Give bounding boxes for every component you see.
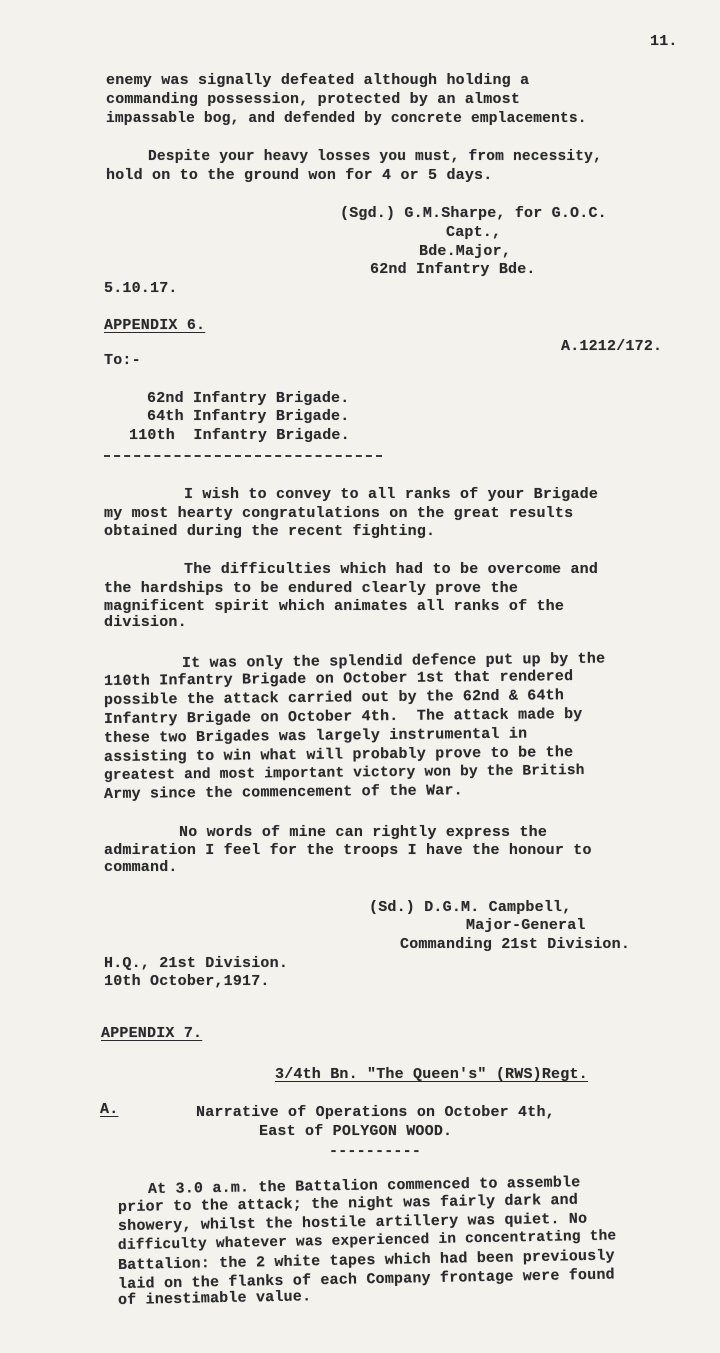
paragraph-line: my most hearty congratulations on the great results xyxy=(104,505,574,522)
paragraph-line: magnificent spirit which animates all ranks of the xyxy=(104,598,565,615)
recipient-line: 110th Infantry Brigade. xyxy=(129,427,350,444)
paragraph-line: assisting to win what will probably prove to be the xyxy=(103,744,574,766)
reference-number: A.1212/172. xyxy=(561,338,663,355)
signature-line: Capt., xyxy=(446,224,502,241)
paragraph-line: these two Brigades was largely instrumental in xyxy=(103,725,528,747)
recipient-line: 62nd Infantry Brigade. xyxy=(147,390,350,407)
paragraph-line: difficulty whatever was experienced in concentrating the xyxy=(117,1228,617,1254)
page-number: 11. xyxy=(650,33,678,50)
dashed-divider xyxy=(104,455,382,457)
paragraph-line: command. xyxy=(104,859,178,876)
headquarters-line: H.Q., 21st Division. xyxy=(104,955,289,972)
paragraph-line: At 3.0 a.m. the Battalion commenced to assemble xyxy=(147,1174,581,1198)
paragraph-line: enemy was signally defeated although holding a xyxy=(106,72,530,89)
recipient-line: 64th Infantry Brigade. xyxy=(147,408,350,425)
signature-line: Major-General xyxy=(466,917,586,934)
paragraph-line: No words of mine can rightly express the xyxy=(179,824,548,841)
paragraph-line: I wish to convey to all ranks of your Brigade xyxy=(184,486,599,503)
paragraph-line: Army since the commencement of the War. xyxy=(103,782,463,803)
paragraph-line: commanding possession, protected by an almost xyxy=(106,91,521,108)
headquarters-date: 10th October,1917. xyxy=(104,973,270,990)
signature-line: Bde.Major, xyxy=(419,243,512,260)
paragraph-line: of inestimable value. xyxy=(117,1288,312,1309)
paragraph-line: laid on the flanks of each Company frontage were found xyxy=(117,1266,615,1293)
title-divider: ---------- xyxy=(329,1143,422,1160)
paragraph-line: Infantry Brigade on October 4th. The attack made by xyxy=(103,705,583,728)
paragraph-line: possible the attack carried out by the 62nd & 64th xyxy=(103,687,565,709)
narrative-title: Narrative of Operations on October 4th, xyxy=(196,1104,555,1121)
paragraph-line: prior to the attack; the night was fairly dark and xyxy=(117,1191,579,1216)
paragraph-line: showery, whilst the hostile artillery was quiet. No xyxy=(117,1210,588,1235)
paragraph-line: impassable bog, and defended by concrete emplacements. xyxy=(106,111,587,127)
paragraph-line: Battalion: the 2 white tapes which had been previously xyxy=(117,1247,615,1274)
appendix-7-heading: APPENDIX 7. xyxy=(101,1025,203,1042)
paragraph-line: hold on to the ground won for 4 or 5 days. xyxy=(106,167,493,184)
signature-line: 62nd Infantry Bde. xyxy=(370,261,536,278)
signature-line: (Sd.) D.G.M. Campbell, xyxy=(369,899,572,916)
section-letter: A. xyxy=(100,1101,119,1118)
narrative-title: East of POLYGON WOOD. xyxy=(259,1123,453,1140)
paragraph-line: obtained during the recent fighting. xyxy=(104,523,436,540)
addressee-label: To:- xyxy=(104,352,141,369)
paragraph-line: Despite your heavy losses you must, from necessity, xyxy=(148,149,602,165)
signature-line: (Sgd.) G.M.Sharpe, for G.O.C. xyxy=(340,205,607,222)
appendix-6-heading: APPENDIX 6. xyxy=(104,317,206,334)
paragraph-line: The difficulties which had to be overcome and xyxy=(184,561,599,578)
paragraph-line: greatest and most important victory won by the British xyxy=(103,762,585,784)
paragraph-line: the hardships to be endured clearly prove the xyxy=(104,580,519,597)
paragraph-line: admiration I feel for the troops I have the honour to xyxy=(104,842,592,859)
paragraph-line: 110th Infantry Brigade on October 1st that rendered xyxy=(103,668,574,690)
paragraph-line: division. xyxy=(104,614,187,631)
signature-line: Commanding 21st Division. xyxy=(400,936,631,953)
letter-date: 5.10.17. xyxy=(104,280,178,297)
unit-heading: 3/4th Bn. "The Queen's" (RWS)Regt. xyxy=(275,1066,588,1083)
paragraph-line: It was only the splendid defence put up by the xyxy=(181,650,606,672)
